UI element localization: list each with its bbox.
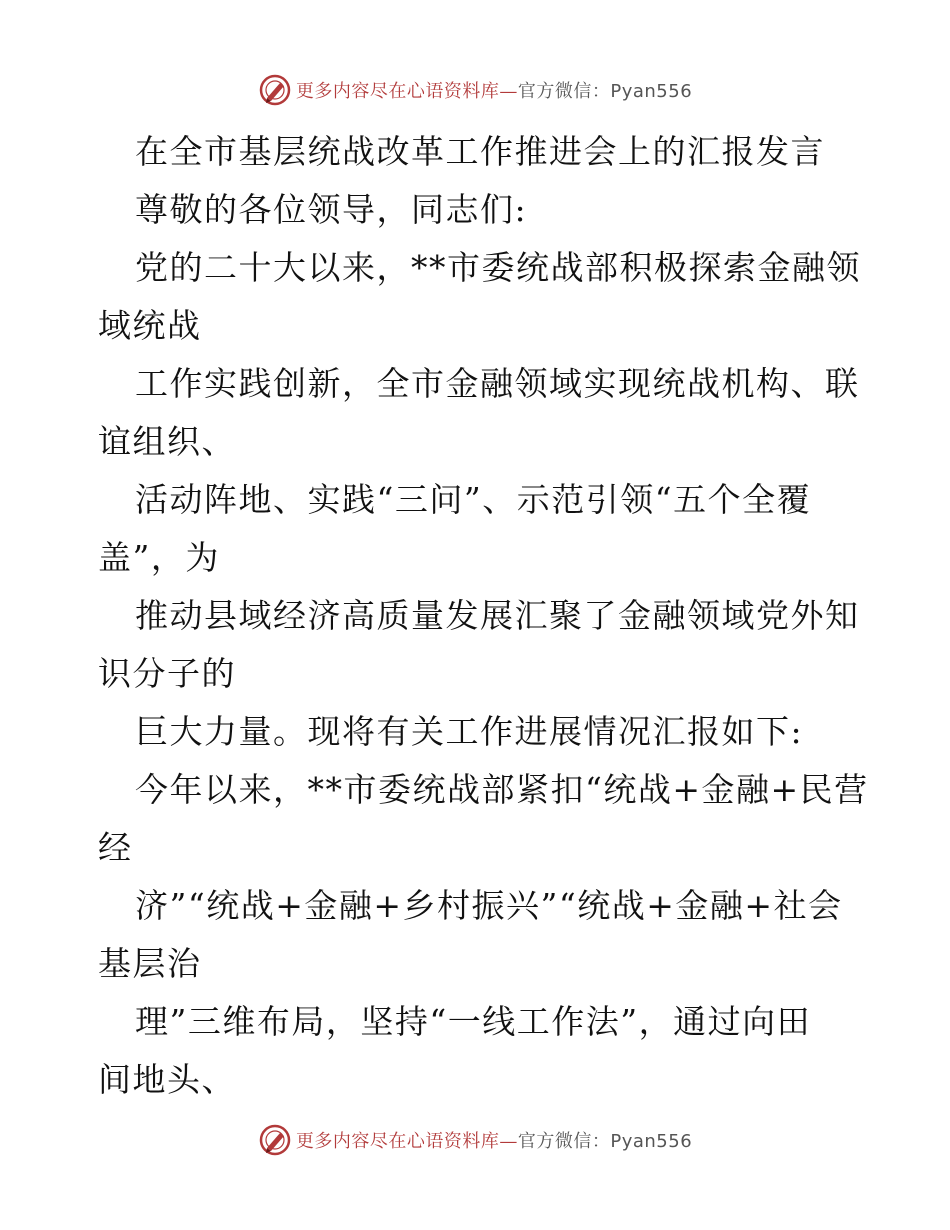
watermark-red-text: 更多内容尽在心语资料库— [295, 81, 518, 102]
text-line: 经 [98, 828, 133, 867]
footer-watermark [0, 1120, 950, 1160]
text-line: 识分子的 [98, 654, 236, 693]
text-line: 尊敬的各位领导，同志们: [135, 190, 528, 229]
header-watermark [0, 70, 950, 110]
text-line: 工作实践创新，全市金融领域实现统战机构、联 [135, 364, 860, 403]
text-line: 巨大力量。现将有关工作进展情况汇报如下: [135, 712, 804, 751]
watermark-wechat-text: 官方微信：Pyan556 [517, 81, 693, 102]
watermark-wechat-text: 官方微信：Pyan556 [517, 1131, 693, 1152]
text-line: 济”“统战+金融+乡村振兴”“统战+金融+社会 [135, 886, 843, 925]
pen-logo-icon [258, 73, 292, 107]
pen-logo-icon [258, 1123, 292, 1157]
text-line: 间地头、 [98, 1060, 236, 1099]
text-line: 在全市基层统战改革工作推进会上的汇报发言 [135, 132, 825, 171]
text-line: 推动县域经济高质量发展汇聚了金融领域党外知 [135, 596, 860, 635]
text-line: 盖”，为 [98, 538, 220, 577]
text-line: 域统战 [98, 306, 202, 345]
text-line: 理”三维布局，坚持“一线工作法”，通过向田 [135, 1002, 812, 1041]
text-line: 今年以来，**市委统战部紧扣“统战+金融+民营 [135, 770, 869, 809]
text-line: 谊组织、 [98, 422, 236, 461]
text-line: 活动阵地、实践“三问”、示范引领“五个全覆 [135, 480, 812, 519]
watermark-red-text: 更多内容尽在心语资料库— [295, 1131, 518, 1152]
text-line: 党的二十大以来，**市委统战部积极探索金融领 [135, 248, 861, 287]
document-body [98, 123, 869, 1109]
text-line: 基层治 [98, 944, 202, 983]
